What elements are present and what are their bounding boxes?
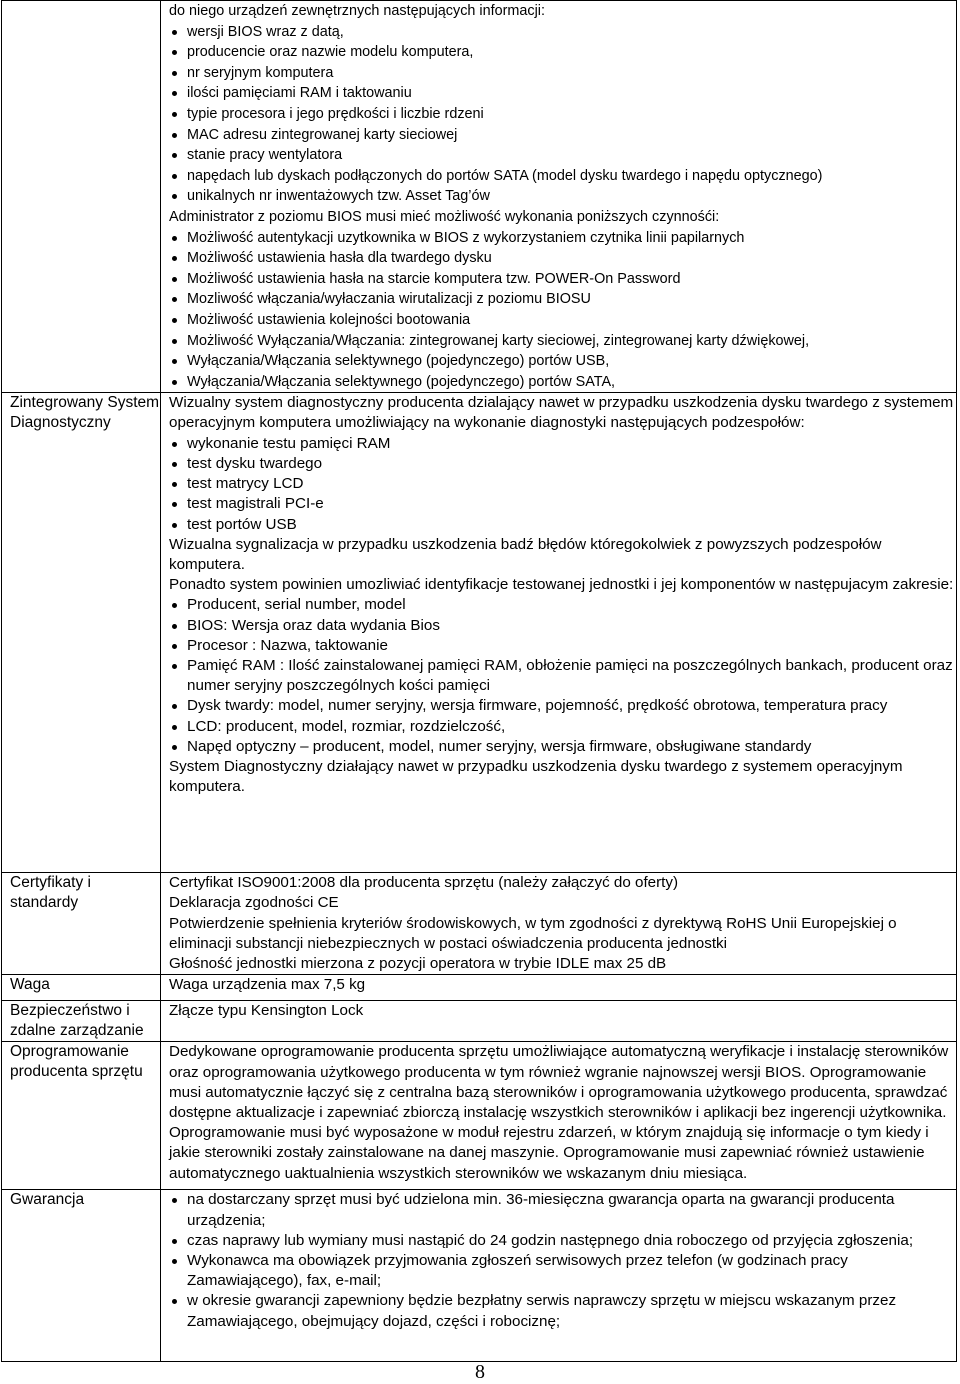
list-item: Możliwość ustawienia hasła dla twardego dysku — [169, 248, 956, 269]
list-item: napędach lub dyskach podłączonych do portów SATA (model dysku twardego i napędu optycznego) — [169, 166, 956, 187]
row-label-cell — [2, 975, 161, 1001]
table-row — [2, 873, 957, 975]
table-row — [2, 1042, 957, 1190]
cell-content — [161, 1190, 956, 1331]
list-item: stanie pracy wentylatora — [169, 145, 956, 166]
list-item: Wyłączania/Włączania selektywnego (pojedynczego) portów SATA, — [169, 372, 956, 393]
list-item: test matrycy LCD — [169, 474, 956, 494]
row-value-cell — [161, 1, 957, 393]
list-item: wersji BIOS wraz z datą, — [169, 22, 956, 43]
list-item: Pamięć RAM : Ilość zainstalowanej pamięci RAM, obłożenie pamięci na poszczególnych bankach, producent oraz numer seryjny poszczególnych kości pamięci — [169, 656, 956, 696]
paragraph: Waga urządzenia max 7,5 kg — [169, 976, 366, 994]
cell-content — [161, 1042, 956, 1183]
row-label-cell — [2, 1190, 161, 1362]
row-label: Bezpieczeństwo i zdalne zarządzanie — [10, 1002, 144, 1040]
paragraph: Administrator z poziomu BIOS musi mieć możliwość wykonania poniższych czynnośći: — [169, 208, 720, 225]
list-item: MAC adresu zintegrowanej karty sieciowej — [169, 125, 956, 146]
row-value-cell — [161, 393, 957, 873]
bullet-list — [169, 595, 956, 757]
cell-content — [161, 975, 956, 995]
list-item: Możliwość ustawienia kolejności bootowania — [169, 310, 956, 331]
paragraph: do niego urządzeń zewnętrznych następujących informacji: — [169, 3, 545, 19]
list-item: nr seryjnym komputera — [169, 63, 956, 84]
row-label: Waga — [10, 976, 50, 994]
list-item: typie procesora i jego prędkości i liczbie rdzeni — [169, 104, 956, 125]
paragraph: Certyfikat ISO9001:2008 dla producenta sprzętu (należy załączyć do oferty) — [169, 874, 679, 892]
bullet-list — [169, 1190, 956, 1331]
table-row — [2, 1, 957, 393]
list-item: na dostarczany sprzęt musi być udzielona min. 36-miesięczna gwarancja oparta na gwarancji producenta urządzenia; — [169, 1190, 956, 1230]
list-item: w okresie gwarancji zapewniony będzie bezpłatny serwis naprawczy sprzętu w miejscu wskazanym przez Zamawiającego, obejmujący dojazd, części i robociznę; — [169, 1291, 956, 1331]
list-item: BIOS: Wersja oraz data wydania Bios — [169, 616, 956, 636]
list-item: test magistrali PCI-e — [169, 494, 956, 514]
table-row — [2, 1190, 957, 1362]
row-label-cell — [2, 393, 161, 873]
cell-content — [161, 1, 956, 392]
list-item: Procesor : Nazwa, taktowanie — [169, 636, 956, 656]
bullet-list — [169, 22, 956, 207]
list-item: Dysk twardy: model, numer seryjny, wersja firmware, pojemność, prędkość obrotowa, temperatura pracy — [169, 696, 956, 716]
cell-content — [161, 873, 956, 974]
paragraph: Dedykowane oprogramowanie producenta sprzętu umożliwiające automatyczną weryfikacje i instalację sterowników oraz oprogramowania użytkowego producenta w tym również wgranie najnowszej wersji BIOS. Oprogramowanie musi automatycznie łączyć się z centralna bazą sterowników i oprogramowania użytkowego producenta, sprawdzać dostępne aktualizacje i zapewniać zbiorczą instalację wszystkich sterowników i aplikacji bez ingerencji użytkownika. Oprogramowanie musi być wyposażone w moduł rejestru zdarzeń, w którym znajdują się informacje o tym kiedy i jakie sterowniki zostały zainstalowane na danej maszynie. Oprogramowanie musi zapewniać również ustawienie automatycznego uaktualnienia wszystkich sterowników we wskazanym dniu miesiąca. — [169, 1043, 949, 1182]
list-item: ilości pamięciami RAM i taktowaniu — [169, 83, 956, 104]
row-label-cell — [2, 1, 161, 393]
table-row — [2, 975, 957, 1001]
paragraph: Potwierdzenie spełnienia kryteriów środowiskowych, w tym zgodności z dyrektywą RoHS Unii Europejskiej o eliminacji substancji niebezpiecznych w postaci oświadczenia producenta jednostki — [169, 914, 897, 952]
list-item: Mozliwość włączania/wyłaczania wirutalizacji z poziomu BIOSU — [169, 289, 956, 310]
list-item: Wykonawca ma obowiązek przyjmowania zgłoszeń serwisowych przez telefon (w godzinach pracy Zamawiającego), fax, e-mail; — [169, 1251, 956, 1291]
row-label: Certyfikaty i standardy — [10, 874, 91, 912]
row-label: Oprogramowanie producenta sprzętu — [10, 1043, 143, 1081]
list-item: test dysku twardego — [169, 454, 956, 474]
bullet-list — [169, 228, 956, 393]
list-item: Możliwość autentykacji uzytkownika w BIOS z wykorzystaniem czytnika linii papilarnych — [169, 228, 956, 249]
row-value-cell — [161, 1001, 957, 1042]
list-item: test portów USB — [169, 515, 956, 535]
table-row — [2, 393, 957, 873]
paragraph: Głośność jednostki mierzona z pozycji operatora w trybie IDLE max 25 dB — [169, 955, 667, 973]
cell-content — [161, 393, 956, 797]
row-label-cell — [2, 1042, 161, 1190]
paragraph: Złącze typu Kensington Lock — [169, 1002, 364, 1020]
row-label: Gwarancja — [10, 1191, 85, 1209]
list-item: Możliwość Wyłączania/Włączania: zintegrowanej karty sieciowej, zintegrowanej karty dźwiękowej, — [169, 331, 956, 352]
paragraph: Wizualny system diagnostyczny producenta dzialający nawet w przypadku uszkodzenia dysku twardego z systemem operacyjnym komputera umożliwiający na wykonanie diagnostyki następujących podzespołów: — [169, 394, 954, 432]
list-item: unikalnych nr inwentażowych tzw. Asset Tag’ów — [169, 186, 956, 207]
table-row — [2, 1001, 957, 1042]
list-item: Producent, serial number, model — [169, 595, 956, 615]
bullet-list — [169, 434, 956, 535]
row-label-cell — [2, 873, 161, 975]
row-value-cell — [161, 1190, 957, 1362]
list-item: czas naprawy lub wymiany musi nastąpić do 24 godzin następnego dnia roboczego od przyjęcia zgłoszenia; — [169, 1231, 956, 1251]
paragraph: Wizualna sygnalizacja w przypadku uszkodzenia badź błędów któregokolwiek z powyzszych podzespołów komputera. — [169, 535, 882, 573]
list-item: Napęd optyczny – producent, model, numer seryjny, wersja firmware, obsługiwane standardy — [169, 737, 956, 757]
paragraph: Deklaracja zgodności CE — [169, 894, 339, 912]
row-value-cell — [161, 975, 957, 1001]
row-label-cell — [2, 1001, 161, 1042]
list-item: wykonanie testu pamięci RAM — [169, 434, 956, 454]
specification-table — [1, 0, 957, 1362]
list-item: LCD: producent, model, rozmiar, rozdzielczość, — [169, 717, 956, 737]
paragraph: System Diagnostyczny działający nawet w przypadku uszkodzenia dysku twardego z systemem operacyjnym komputera. — [169, 757, 903, 796]
row-value-cell — [161, 873, 957, 975]
page-number: 8 — [475, 1361, 485, 1383]
row-value-cell — [161, 1042, 957, 1190]
list-item: producencie oraz nazwie modelu komputera, — [169, 42, 956, 63]
paragraph: Ponadto system powinien umozliwiać identyfikacje testowanej jednostki i jej komponentów w następujacym zakresie: — [169, 576, 954, 594]
row-label: Zintegrowany System Diagnostyczny — [10, 394, 160, 432]
list-item: Możliwość ustawienia hasła na starcie komputera tzw. POWER-On Password — [169, 269, 956, 290]
cell-content — [161, 1001, 956, 1021]
list-item: Wyłączania/Włączania selektywnego (pojedynczego) portów USB, — [169, 351, 956, 372]
